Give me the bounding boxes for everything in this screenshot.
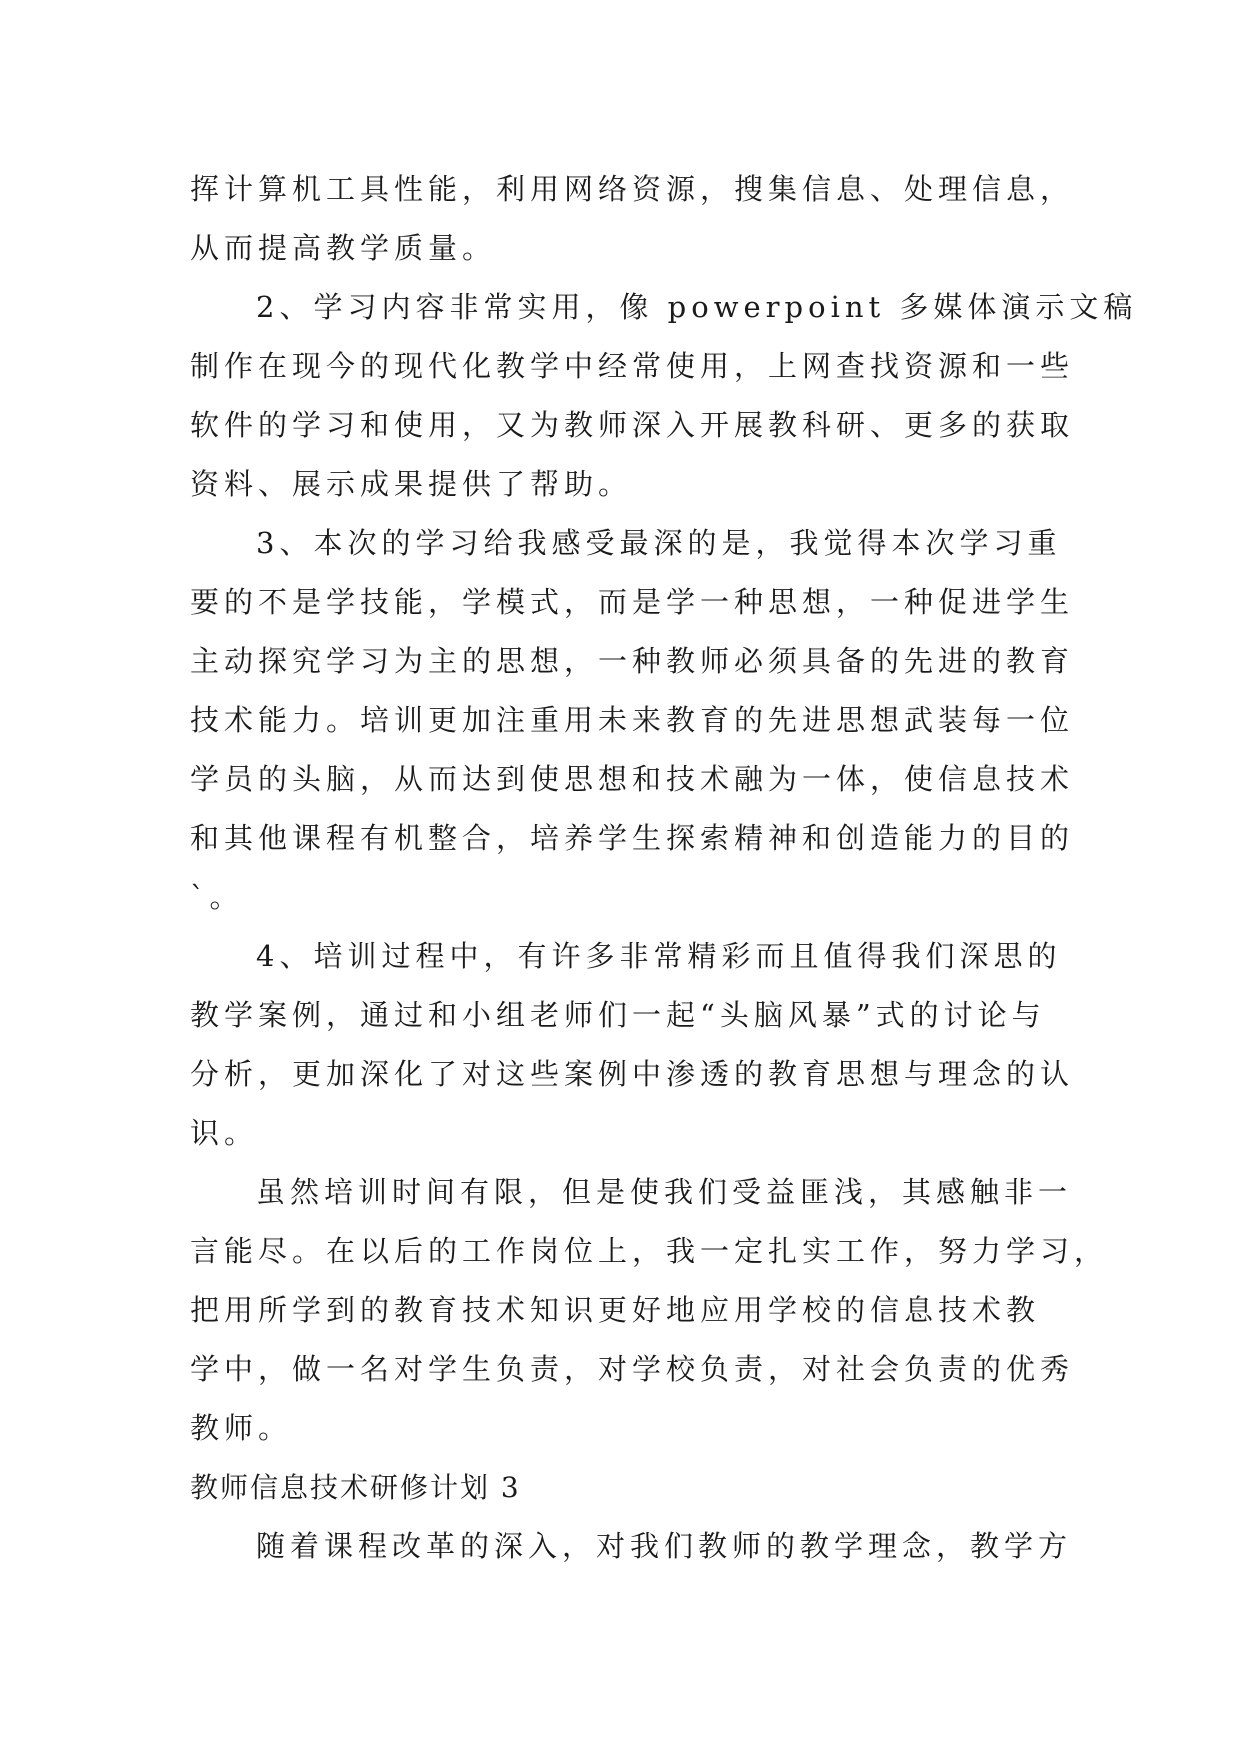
text-line: 4、培训过程中，有许多非常精彩而且值得我们深思的 xyxy=(256,939,1062,973)
text-line: 分析，更加深化了对这些案例中渗透的教育思想与理念的认 xyxy=(190,1057,1075,1091)
text-line: 2、学习内容非常实用，像 powerpoint 多媒体演示文稿 xyxy=(256,290,1138,324)
text-line: 挥计算机工具性能，利用网络资源，搜集信息、处理信息， xyxy=(190,172,1075,206)
text-line: 把用所学到的教育技术知识更好地应用学校的信息技术教 xyxy=(190,1293,1041,1327)
text-line: 主动探究学习为主的思想，一种教师必须具备的先进的教育 xyxy=(190,644,1075,678)
text-line: 和其他课程有机整合，培养学生探索精神和创造能力的目的 xyxy=(190,821,1075,855)
text-line: `。 xyxy=(190,880,244,914)
text-line: 学员的头脑，从而达到使思想和技术融为一体，使信息技术 xyxy=(190,762,1075,796)
text-line: 3、本次的学习给我感受最深的是，我觉得本次学习重 xyxy=(256,526,1062,560)
text-line: 言能尽。在以后的工作岗位上，我一定扎实工作，努力学习， xyxy=(190,1234,1109,1268)
text-line: 学中，做一名对学生负责，对学校负责，对社会负责的优秀 xyxy=(190,1352,1075,1386)
text-line: 教学案例，通过和小组老师们一起“头脑风暴”式的讨论与 xyxy=(190,998,1046,1032)
text-line: 软件的学习和使用，又为教师深入开展教科研、更多的获取 xyxy=(190,408,1075,442)
text-line: 识。 xyxy=(190,1116,259,1150)
text-line: 教师。 xyxy=(190,1411,293,1445)
text-line: 制作在现今的现代化教学中经常使用，上网查找资源和一些 xyxy=(190,349,1075,383)
document-body xyxy=(190,160,1138,1576)
text-line: 技术能力。培训更加注重用未来教育的先进思想武装每一位 xyxy=(190,703,1075,737)
text-line: 虽然培训时间有限，但是使我们受益匪浅，其感触非一 xyxy=(256,1175,1073,1209)
text-line: 随着课程改革的深入，对我们教师的教学理念，教学方 xyxy=(256,1529,1073,1563)
text-line: 资料、展示成果提供了帮助。 xyxy=(190,467,633,501)
section-heading: 教师信息技术研修计划 3 xyxy=(190,1471,521,1504)
text-line: 要的不是学技能，学模式，而是学一种思想，一种促进学生 xyxy=(190,585,1075,619)
text-line: 从而提高教学质量。 xyxy=(190,231,497,265)
